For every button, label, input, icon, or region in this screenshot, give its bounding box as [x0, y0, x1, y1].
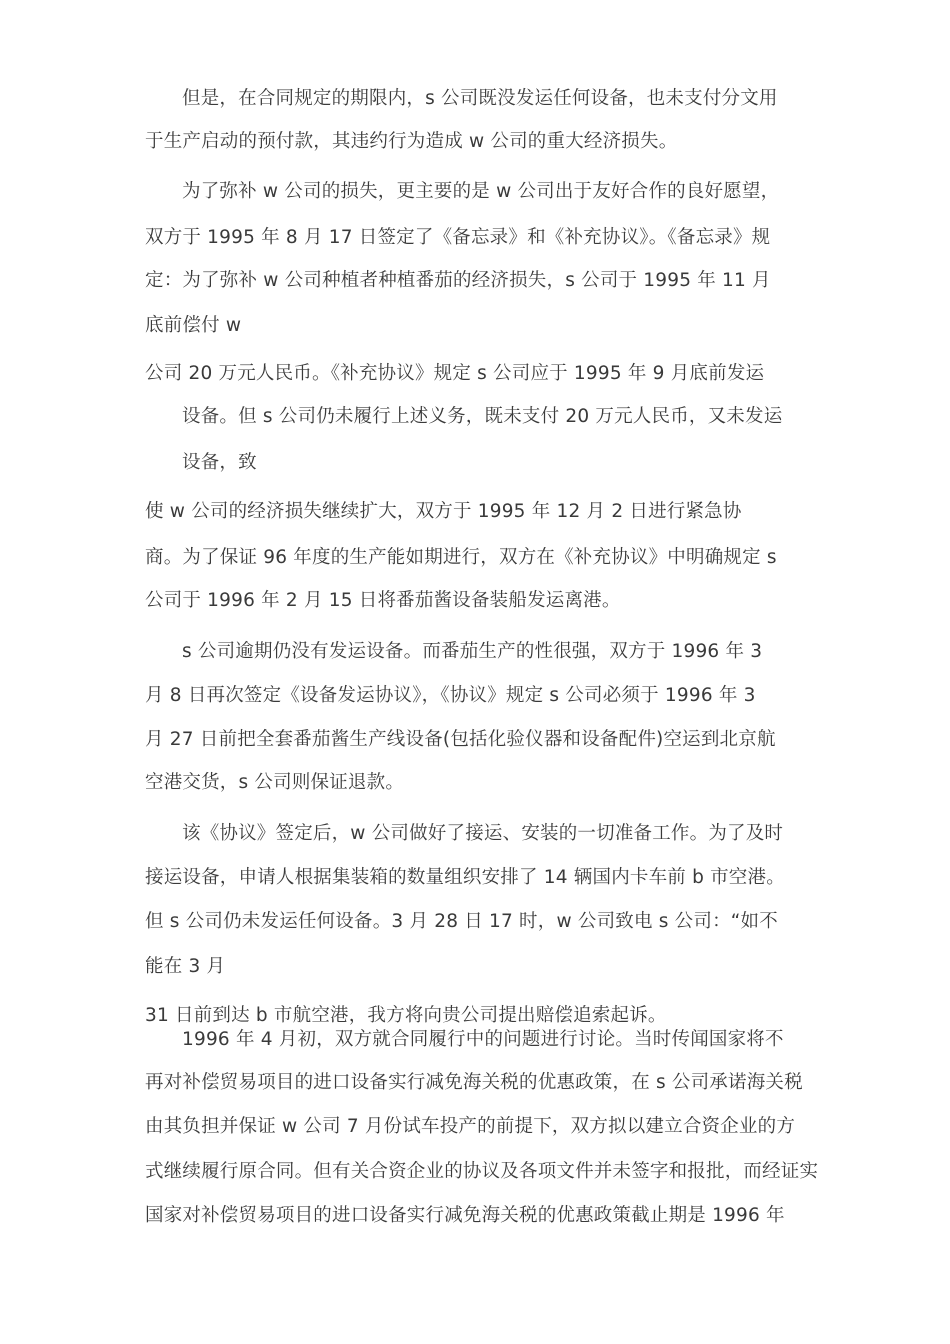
- paragraph-3-line-1: s 公司逾期仍没有发运设备。而番茄生产的性很强，双方于 1996 年 3: [182, 641, 763, 662]
- paragraph-4-line-2: 接运设备，申请人根据集装箱的数量组织安排了 14 辆国内卡车前 b 市空港。: [145, 867, 785, 888]
- paragraph-5-line-4: 式继续履行原合同。但有关合资企业的协议及各项文件并未签字和报批，而经证实: [145, 1161, 819, 1182]
- paragraph-2-line-7: 设备，致: [182, 452, 257, 473]
- paragraph-3-line-2: 月 8 日再次签定《设备发运协议》，《协议》规定 s 公司必须于 1996 年 3: [145, 685, 756, 706]
- paragraph-2-line-4: 底前偿付 w: [145, 315, 242, 336]
- paragraph-1-line-1: 但是，在合同规定的期限内，s 公司既没发运任何设备，也未支付分文用: [182, 88, 778, 109]
- paragraph-3-line-3: 月 27 日前把全套番茄酱生产线设备(包括化验仪器和设备配件)空运到北京航: [145, 729, 776, 750]
- paragraph-2-line-5: 公司 20 万元人民币。《补充协议》规定 s 公司应于 1995 年 9 月底前发运: [145, 363, 765, 384]
- paragraph-4-line-5: 31 日前到达 b 市航空港，我方将向贵公司提出赔偿追索起诉。: [145, 1005, 667, 1026]
- paragraph-2-line-8: 使 w 公司的经济损失继续扩大，双方于 1995 年 12 月 2 日进行紧急协: [145, 501, 742, 522]
- paragraph-2-line-9: 商。为了保证 96 年度的生产能如期进行，双方在《补充协议》中明确规定 s: [145, 547, 777, 568]
- paragraph-4-line-4: 能在 3 月: [145, 956, 226, 977]
- paragraph-5-line-2: 再对补偿贸易项目的进口设备实行减免海关税的优惠政策，在 s 公司承诺海关税: [145, 1072, 803, 1093]
- paragraph-2-line-3: 定：为了弥补 w 公司种植者种植番茄的经济损失，s 公司于 1995 年 11 月: [145, 270, 771, 291]
- paragraph-5-line-3: 由其负担并保证 w 公司 7 月份试车投产的前提下，双方拟以建立合资企业的方: [145, 1116, 796, 1137]
- paragraph-3-line-4: 空港交货，s 公司则保证退款。: [145, 772, 405, 793]
- paragraph-4-line-1: 该《协议》签定后，w 公司做好了接运、安装的一切准备工作。为了及时: [182, 823, 784, 844]
- paragraph-4-line-3: 但 s 公司仍未发运任何设备。3 月 28 日 17 时，w 公司致电 s 公司：“如不: [145, 911, 778, 932]
- paragraph-2-line-10: 公司于 1996 年 2 月 15 日将番茄酱设备装船发运离港。: [145, 590, 621, 611]
- paragraph-5-line-5: 国家对补偿贸易项目的进口设备实行减免海关税的优惠政策截止期是 1996 年: [145, 1205, 785, 1226]
- paragraph-2-line-1: 为了弥补 w 公司的损失，更主要的是 w 公司出于友好合作的良好愿望，: [182, 181, 780, 202]
- paragraph-2-line-2: 双方于 1995 年 8 月 17 日签定了《备忘录》和《补充协议》。《备忘录》规: [145, 227, 771, 248]
- paragraph-2-line-6: 设备。但 s 公司仍未履行上述义务，既未支付 20 万元人民币，又未发运: [182, 406, 783, 427]
- paragraph-1-line-2: 于生产启动的预付款，其违约行为造成 w 公司的重大经济损失。: [145, 131, 678, 152]
- paragraph-5-line-1: 1996 年 4 月初，双方就合同履行中的问题进行讨论。当时传闻国家将不: [182, 1029, 784, 1050]
